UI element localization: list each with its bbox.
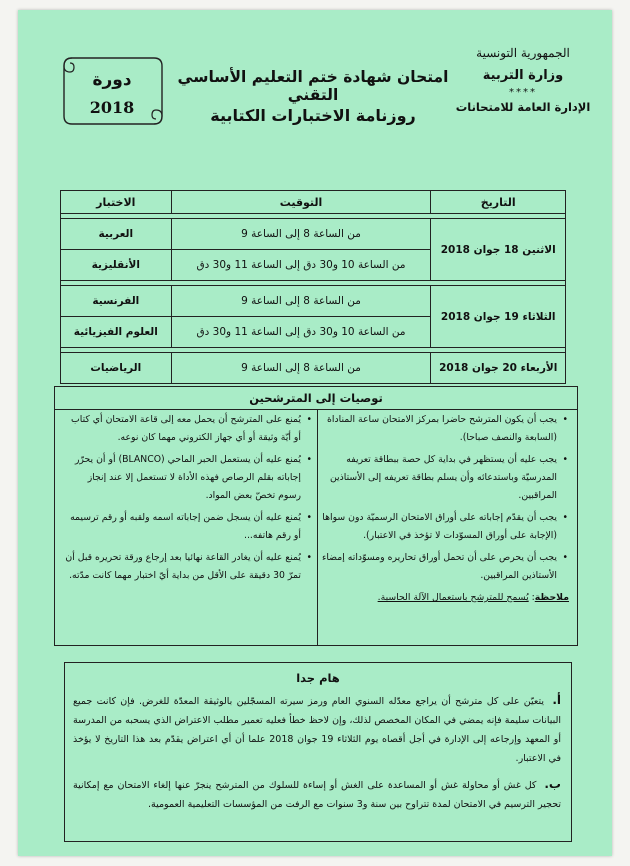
list-item: • يجب عليه أن يستظهر في بداية كل حصة ببطاقة تعريفه المدرسيّة وباستدعائه وأن يسلم بطاقة تعريفه إلى الأستاذين المراقبين. bbox=[319, 451, 557, 505]
table-header-row bbox=[61, 191, 566, 214]
list-item: • يجب أن يكون المترشح حاضرا بمركز الامتحان ساعة المناداة (السابعة والنصف صباحا). bbox=[319, 411, 557, 447]
recommendations-box bbox=[54, 386, 578, 646]
session-year: 2018 bbox=[89, 98, 135, 117]
item-letter: ب. bbox=[544, 777, 561, 791]
item-letter: أ. bbox=[552, 693, 561, 707]
list-item: • يجب أن يحرص على أن تحمل أوراق تحاريره ومسوّداته إمضاء الأستاذين المراقبين. bbox=[319, 549, 557, 585]
important-item bbox=[73, 691, 561, 768]
republic-label: الجمهورية التونسية bbox=[476, 46, 570, 60]
recommendations-must-column bbox=[319, 411, 569, 607]
subject-cell: العلوم الفيزيائية bbox=[61, 317, 172, 348]
ministry-label: وزارة التربية bbox=[482, 68, 564, 83]
list-item: • يُمنع عليه أن يغادر القاعة نهائيا بعد إرجاع ورقة تحريره قبل أن تمرّ 30 دقيقة على الأقل من بداية أيّ اختبار مهما كانت مدّته. bbox=[63, 549, 301, 585]
directorate-label: الإدارة العامة للامتحانات bbox=[455, 100, 591, 114]
important-item bbox=[73, 775, 561, 814]
time-cell: من الساعة 8 إلى الساعة 9 bbox=[171, 286, 431, 317]
subject-cell: الرياضيات bbox=[61, 353, 172, 384]
header-time: التوقيت bbox=[171, 191, 431, 214]
important-box bbox=[64, 662, 572, 842]
table-row bbox=[61, 286, 566, 317]
date-cell: الثلاثاء 19 جوان 2018 bbox=[431, 286, 566, 348]
list-item: • يُمنع عليه أن يسجل ضمن إجاباته اسمه ولقبه أو رقم ترسيمه أو رقم هاتفه... bbox=[63, 509, 301, 545]
stars-ornament: **** bbox=[509, 87, 537, 98]
schedule-table bbox=[60, 190, 566, 384]
date-cell: الأربعاء 20 جوان 2018 bbox=[431, 353, 566, 384]
list-item: • يُمنع على المترشح أن يحمل معه إلى قاعة الامتحان أي كتاب أو أيّة وثيقة أو أي جهاز الكتروني مهما كان نوعه. bbox=[63, 411, 301, 447]
time-cell: من الساعة 8 إلى الساعة 9 bbox=[171, 219, 431, 250]
time-cell: من الساعة 10 و30 دق إلى الساعة 11 و30 دق bbox=[171, 250, 431, 281]
date-cell: الاثنين 18 جوان 2018 bbox=[431, 219, 566, 281]
item-text: يتعيّن على كل مترشح أن يراجع معدّله السنوي العام ورمز سيرته المسجّلين بالوثيقة المعدّة للغرض. فإن كانت جميع البيانات سليمة فإنه يمضي في المكان المخصص لذلك، وإن لاحظ خطأ فعليه تعمير مطلب الاعتراض الذي يسحبه من المدرسة أو المعهد وإرجاعه إلى الإدارة في أجل أقصاه يوم الثلاثاء 19 جوان 2018 علما أن أي اعتراض يقدّم بعد هذا التاريخ لا يؤخذ في الاعتبار. bbox=[73, 696, 562, 764]
calculator-note: ملاحظة: يُسمح للمترشح باستعمال الآلة الحاسبة. bbox=[377, 592, 569, 603]
subject-cell: العربية bbox=[61, 219, 172, 250]
session-scroll bbox=[58, 50, 166, 132]
time-cell: من الساعة 10 و30 دق إلى الساعة 11 و30 دق bbox=[171, 317, 431, 348]
session-label: دورة bbox=[92, 70, 132, 90]
time-cell: من الساعة 8 إلى الساعة 9 bbox=[171, 353, 431, 384]
table-row bbox=[61, 353, 566, 384]
schedule-title: روزنامة الاختبارات الكتابية bbox=[210, 106, 416, 125]
table-row bbox=[61, 219, 566, 250]
note-label: ملاحظة bbox=[534, 592, 569, 603]
header-institution bbox=[448, 46, 598, 114]
recommendations-forbidden-column bbox=[63, 411, 313, 589]
list-item: • يُمنع عليه أن يستعمل الحبر الماحي (BLANCO) أو أن يحرّر إجاباته بقلم الرصاص فهذه الأداة لا تستعمل إلا عند إنجاز رسوم تخصّ بعض المواد. bbox=[63, 451, 301, 505]
header-subject: الاختبار bbox=[61, 191, 172, 214]
column-divider bbox=[317, 409, 318, 645]
subject-cell: الأنقليزية bbox=[61, 250, 172, 281]
document-page bbox=[18, 10, 612, 856]
exam-title: امتحان شهادة ختم التعليم الأساسي التقني bbox=[177, 68, 449, 104]
list-item: • يجب أن يقدّم إجاباته على أوراق الامتحان الرسميّة دون سواها (الإجابة على أوراق المسوّدات لا تؤخذ في الاعتبار). bbox=[319, 509, 557, 545]
scroll-icon bbox=[58, 50, 166, 132]
header-date: التاريخ bbox=[431, 191, 566, 214]
item-text: كل غش أو محاولة غش أو المساعدة على الغش أو إساءة للسلوك من المترشح ينجرّ عنها إلغاء الامتحان مع إمكانية تحجير الترسيم في الامتحان لمدة تتراوح بين سنة و3 سنوات مع الرفت من المؤسسات التعليمية العمومية. bbox=[73, 780, 561, 810]
important-title: هام جدا bbox=[296, 671, 340, 685]
note-text: يُسمح للمترشح باستعمال الآلة الحاسبة. bbox=[377, 592, 529, 603]
subject-cell: الفرنسية bbox=[61, 286, 172, 317]
recommendations-title: توصيات إلى المترشحين bbox=[55, 387, 577, 410]
